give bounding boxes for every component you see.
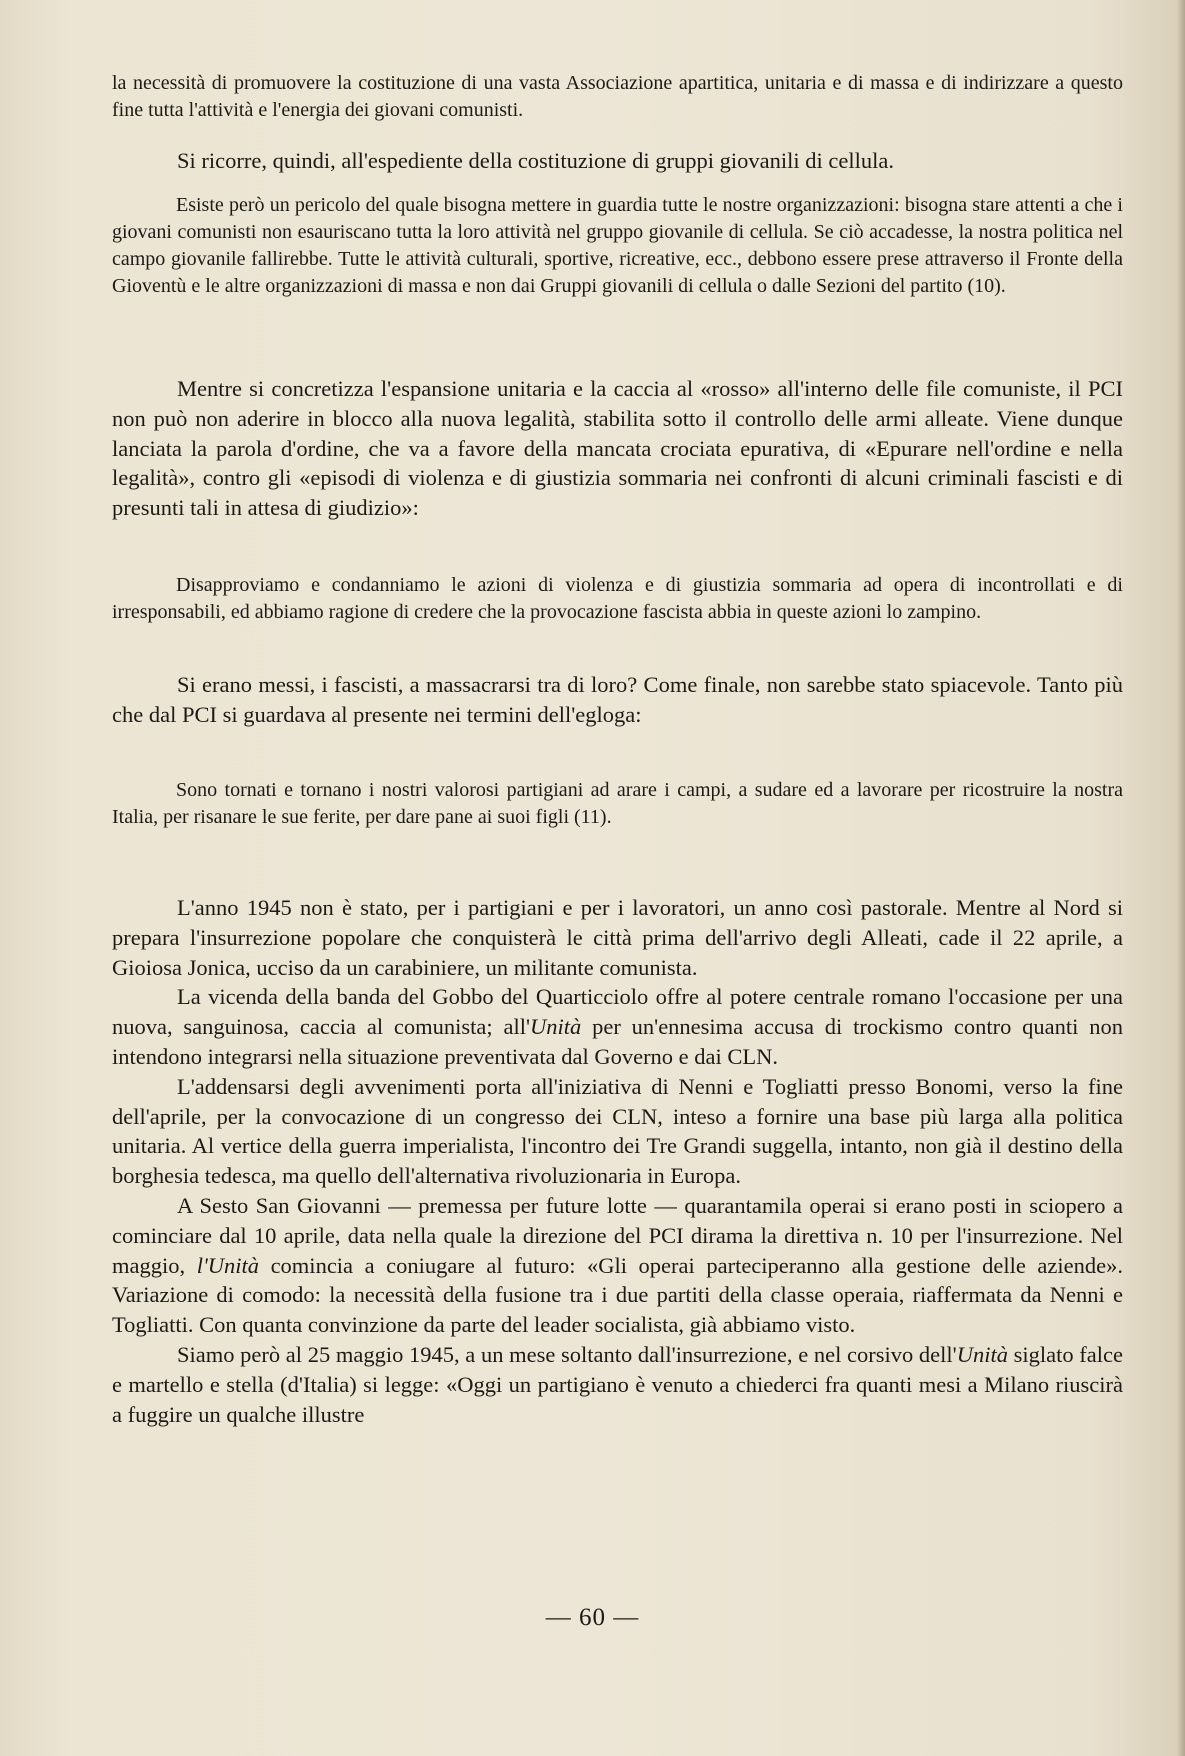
paragraph-5-text-a: La vicenda della banda del Gobbo del Quarticciolo offre al potere centrale romano l'occasione per una nuova, sanguinosa, caccia al comunista; all' bbox=[112, 984, 1123, 1040]
paragraph-8-text-b: siglato falce e martello e stella (d'Italia) si legge: «Oggi un partigiano è venuto a chiederci fra quanti mesi a Milano riuscirà a fuggire un qualche illustre bbox=[112, 1341, 1123, 1427]
paragraph-2: Mentre si concretizza l'espansione unitaria e la caccia al «rosso» all'interno delle file comuniste, il PCI non può non aderire in blocco alla nuova legalità, stabilita sotto il controllo delle armi alleate. Viene dunque lanciata la parola d'ordine, che va a favore della mancata crociata epurativa, di «Epurare nell'ordine e nella legalità», contro gli «episodi di violenza e di giustizia sommaria nei confronti di alcuni criminali fascisti e di presunti tali in attesa di giudizio»: bbox=[112, 376, 1123, 521]
paragraph-7-text-b: comincia a coniugare al futuro: «Gli operai parteciperanno alla gestione delle aziende». Variazione di comodo: la necessità della fusione tra i due partiti della classe operaia, riaffermata da Nenni e Togliatti. Con quanta convinzione da parte del leader socialista, già abbiamo visto. bbox=[112, 1252, 1123, 1338]
quote-1: Esiste però un pericolo del quale bisogna mettere in guardia tutte le nostre organizzazioni: bisogna stare attenti a che i giovani comunisti non esauriscano tutta la loro attività nel gruppo giovanile di cellula. Se ciò accadesse, la nostra politica nel campo giovanile fallirebbe. Tutte le attività culturali, sportive, ricreative, ecc., debbono essere prese attraverso il Fronte della Gioventù e le altre organizzazioni di massa e non dai Gruppi giovanili di cellula o dalle Sezioni del partito (10). bbox=[112, 194, 1123, 297]
paragraph-5-italic: Unità bbox=[530, 1014, 582, 1040]
paragraph-5-text-b: per un'ennesima accusa di trockismo contro quanti non intendono integrarsi nella situazione preventivata dal Governo e dai CLN. bbox=[112, 1014, 1123, 1069]
paragraph-7-text-a: A Sesto San Giovanni — premessa per future lotte — quarantamila operai si erano posti in sciopero a cominciare dal 10 aprile, data nella quale la direzione del PCI dirama la direttiva n. 10 per l'insurrezione. Nel maggio, bbox=[112, 1192, 1123, 1278]
quote-3: Sono tornati e tornano i nostri valorosi partigiani ad arare i campi, a sudare ed a lavorare per ricostruire la nostra Italia, per risanare le sue ferite, per dare pane ai suoi figli (11). bbox=[112, 779, 1123, 828]
opening-block bbox=[112, 70, 1123, 124]
opening-lines: la necessità di promuovere la costituzione di una vasta Associazione apartitica, unitaria e di massa e di indirizzare a questo fine tutta l'attività e l'energia dei giovani comunisti. bbox=[112, 72, 1123, 121]
quote-2: Disapproviamo e condanniamo le azioni di violenza e di giustizia sommaria ad opera di incontrollati e di irresponsabili, ed abbiamo ragione di credere che la provocazione fascista abbia in queste azioni lo zampino. bbox=[112, 574, 1123, 623]
paragraph-3-block bbox=[112, 670, 1123, 730]
paragraph-8-text-a: Siamo però al 25 maggio 1945, a un mese soltanto dall'insurrezione, e nel corsivo dell' bbox=[177, 1341, 957, 1367]
paragraph-1: Si ricorre, quindi, all'espediente della costituzione di gruppi giovanili di cellula. bbox=[177, 148, 894, 173]
paragraph-7 bbox=[112, 1191, 1123, 1340]
paragraph-6: L'addensarsi degli avvenimenti porta all'iniziativa di Nenni e Togliatti presso Bonomi, verso la fine dell'aprile, per la convocazione di un congresso dei CLN, inteso a fornire una base più larga alla politica unitaria. Al vertice della guerra imperialista, l'incontro dei Tre Grandi suggella, intanto, non già il destino della borghesia tedesca, ma quello dell'alternativa rivoluzionaria in Europa. bbox=[112, 1073, 1123, 1189]
paragraph-8 bbox=[112, 1340, 1123, 1429]
paragraph-2-block bbox=[112, 374, 1123, 523]
quote-2-block bbox=[112, 572, 1123, 626]
quote-1-block bbox=[112, 192, 1123, 300]
main-body bbox=[112, 893, 1123, 1429]
paragraph-8-italic: Unità bbox=[956, 1341, 1008, 1367]
page-number: — 60 — bbox=[545, 1604, 640, 1631]
paragraph-5 bbox=[112, 982, 1123, 1071]
paragraph-4: L'anno 1945 non è stato, per i partigiani e per i lavoratori, un anno così pastorale. Mentre al Nord si prepara l'insurrezione popolare che conquisterà le città prima dell'arrivo degli Alleati, cade il 22 aprile, a Gioiosa Jonica, ucciso da un carabiniere, un militante comunista. bbox=[112, 895, 1123, 980]
paragraph-1-block bbox=[112, 146, 1123, 176]
paragraph-3: Si erano messi, i fascisti, a massacrarsi tra di loro? Come finale, non sarebbe stato spiacevole. Tanto più che dal PCI si guardava al presente nei termini dell'egloga: bbox=[112, 672, 1123, 727]
quote-3-block bbox=[112, 777, 1123, 831]
paragraph-7-italic: l'Unità bbox=[196, 1252, 260, 1278]
